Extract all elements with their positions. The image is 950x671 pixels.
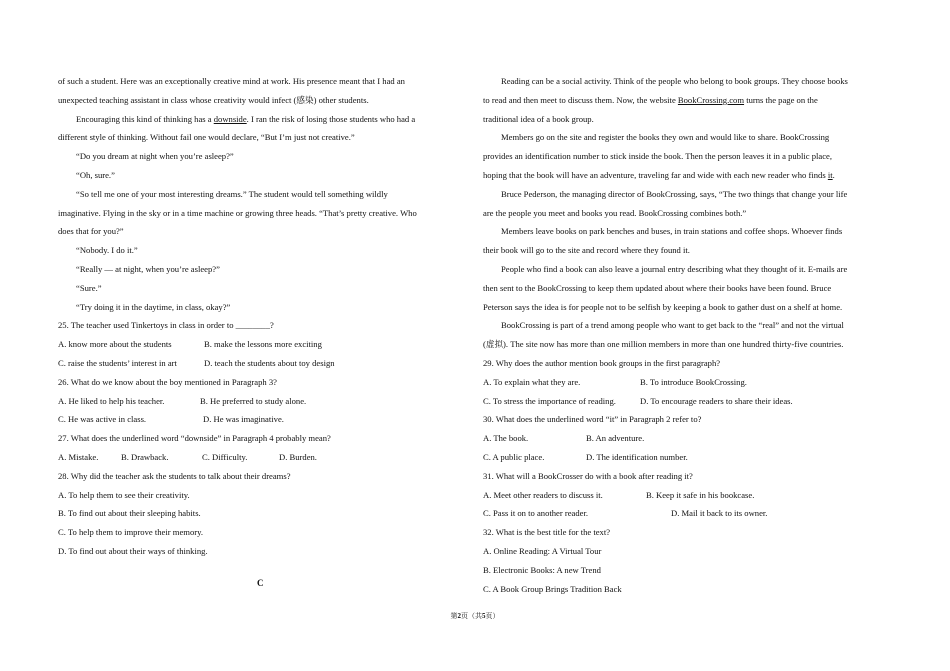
question-29: 29. Why does the author mention book groups in the first paragraph? [483,357,721,368]
text-line: to read and then meet to discuss them. Now, the website BookCrossing.com turns the page on the [483,94,818,105]
option: B. Keep it safe in his bookcase. [646,489,755,500]
text-line: imaginative. Flying in the sky or in a time machine or growing three heads. “That’s pretty creative. Who [58,207,417,218]
option: C. Difficulty. [202,451,248,462]
option: A. Mistake. [58,451,99,462]
dialogue-line: “So tell me one of your most interesting dreams.” The student would tell something wildly [76,188,388,199]
question-32: 32. What is the best title for the text? [483,527,611,538]
text-line: BookCrossing is part of a trend among people who want to get back to the “real” and not the virtual [501,320,844,331]
option: B. An adventure. [586,433,645,444]
text-line: are the people you meet and books you read. BookCrossing combines both.” [483,207,747,218]
option: A. To explain what they are. [483,376,581,387]
options-row [483,486,893,505]
text-line: provides an identification number to stick inside the book. Then the person leaves it in a public place, [483,151,832,162]
option: A. Online Reading: A Virtual Tour [483,545,602,556]
question-31: 31. What will a BookCrosser do with a book after reading it? [483,470,693,481]
page-total: 5 [482,612,486,620]
option: D. He was imaginative. [203,414,284,425]
question-25: 25. The teacher used Tinkertoys in class in order to ________? [58,320,274,331]
underlined-word-it: it [827,169,833,180]
option: C. Pass it on to another reader. [483,508,589,519]
options-row [58,448,458,467]
options-row [483,429,893,448]
question-26: 26. What do we know about the boy mentioned in Paragraph 3? [58,376,277,387]
option: C. raise the students’ interest in art [58,357,177,368]
text-line: of such a student. Here was an exceptionally creative mind at work. His presence meant that I had an [58,76,405,86]
option: B. To find out about their sleeping habits. [58,508,201,519]
question-27: 27. What does the underlined word “downside” in Paragraph 4 probably mean? [58,433,331,444]
text-line: does that for you?” [58,226,124,237]
option: A. The book. [483,433,529,444]
option: A. He liked to help his teacher. [58,395,165,406]
option: C. A public place. [483,451,545,462]
options-row [58,335,458,354]
options-row [483,448,893,467]
text-line: Encouraging this kind of thinking has a downside. I ran the risk of losing those students who had a [76,113,416,124]
option: D. Mail it back to its owner. [671,508,768,519]
option: D. To find out about their ways of thinking. [58,545,208,556]
option: A. know more about the students [58,339,172,350]
option: C. He was active in class. [58,414,147,425]
question-28: 28. Why did the teacher ask the students to talk about their dreams? [58,470,291,481]
option: D. teach the students about toy design [204,357,335,368]
text-line: hoping that the book will have an adventure, traveling far and wide with each new reader who finds it. [483,169,835,180]
text-line: their book will go to the site and record where they found it. [483,245,690,256]
option: B. Electronic Books: A new Trend [483,564,601,575]
option: C. A Book Group Brings Tradition Back [483,583,622,594]
text-line: traditional idea of a book group. [483,113,594,124]
text-line: (虚拟). The site now has more than one million members in more than one hundred thirty-five countries. [483,339,844,350]
option: A. To help them to see their creativity. [58,489,190,500]
option: D. Burden. [279,451,317,462]
option: C. To help them to improve their memory. [58,527,203,538]
text-line: Bruce Pederson, the managing director of BookCrossing, says, “The two things that change your life [501,188,848,199]
dialogue-line: “Sure.” [76,282,102,293]
dialogue-line: “Do you dream at night when you’re asleep?” [76,151,234,162]
page-number: 2 [457,612,461,620]
option: D. To encourage readers to share their ideas. [640,395,793,406]
text-line: unexpected teaching assistant in class whose creativity would infect (感染) other students. [58,94,369,105]
text-line: Members leave books on park benches and buses, in train stations and coffee shops. Whoever finds [501,226,843,237]
option: B. To introduce BookCrossing. [640,376,747,387]
left-column [58,72,458,561]
options-row [483,373,893,392]
right-column [483,72,893,598]
dialogue-line: “Try doing it in the daytime, in class, okay?” [76,301,231,312]
underlined-website-name: BookCrossing.com [677,94,745,105]
dialogue-line: “Nobody. I do it.” [76,245,138,256]
dialogue-line: “Oh, sure.” [76,169,115,180]
option: B. Drawback. [121,451,169,462]
options-row [58,392,458,411]
options-row [483,504,893,523]
options-row [483,392,893,411]
option: C. To stress the importance of reading. [483,395,616,406]
option: A. Meet other readers to discuss it. [483,489,603,500]
options-row [58,410,458,429]
text-line: different style of thinking. Without fail one would declare, “But I’m just not creative.” [58,132,355,143]
text-line: then sent to the BookCrossing to keep them updated about where their books have been found. Bruce [483,282,832,293]
text-line: Peterson says the idea is for people not to be selfish by keeping a book to gather dust on a shelf at home. [483,301,843,312]
option: B. He preferred to study alone. [200,395,307,406]
page-footer: 第2页（共5页） [450,612,500,620]
option: B. make the lessons more exciting [204,339,322,350]
options-row [58,354,458,373]
text-line: People who find a book can also leave a journal entry describing what they thought of it. E-mails are [501,263,848,274]
dialogue-line: “Really — at night, when you’re asleep?” [76,263,220,274]
option: D. The identification number. [586,451,688,462]
underlined-word-downside: downside [213,113,247,124]
question-30: 30. What does the underlined word “it” in Paragraph 2 refer to? [483,414,702,425]
text-line: Members go on the site and register the books they own and would like to share. BookCrossing [501,132,830,143]
text-line: Reading can be a social activity. Think of the people who belong to book groups. They choose books [501,76,848,86]
section-letter: C [257,578,264,588]
